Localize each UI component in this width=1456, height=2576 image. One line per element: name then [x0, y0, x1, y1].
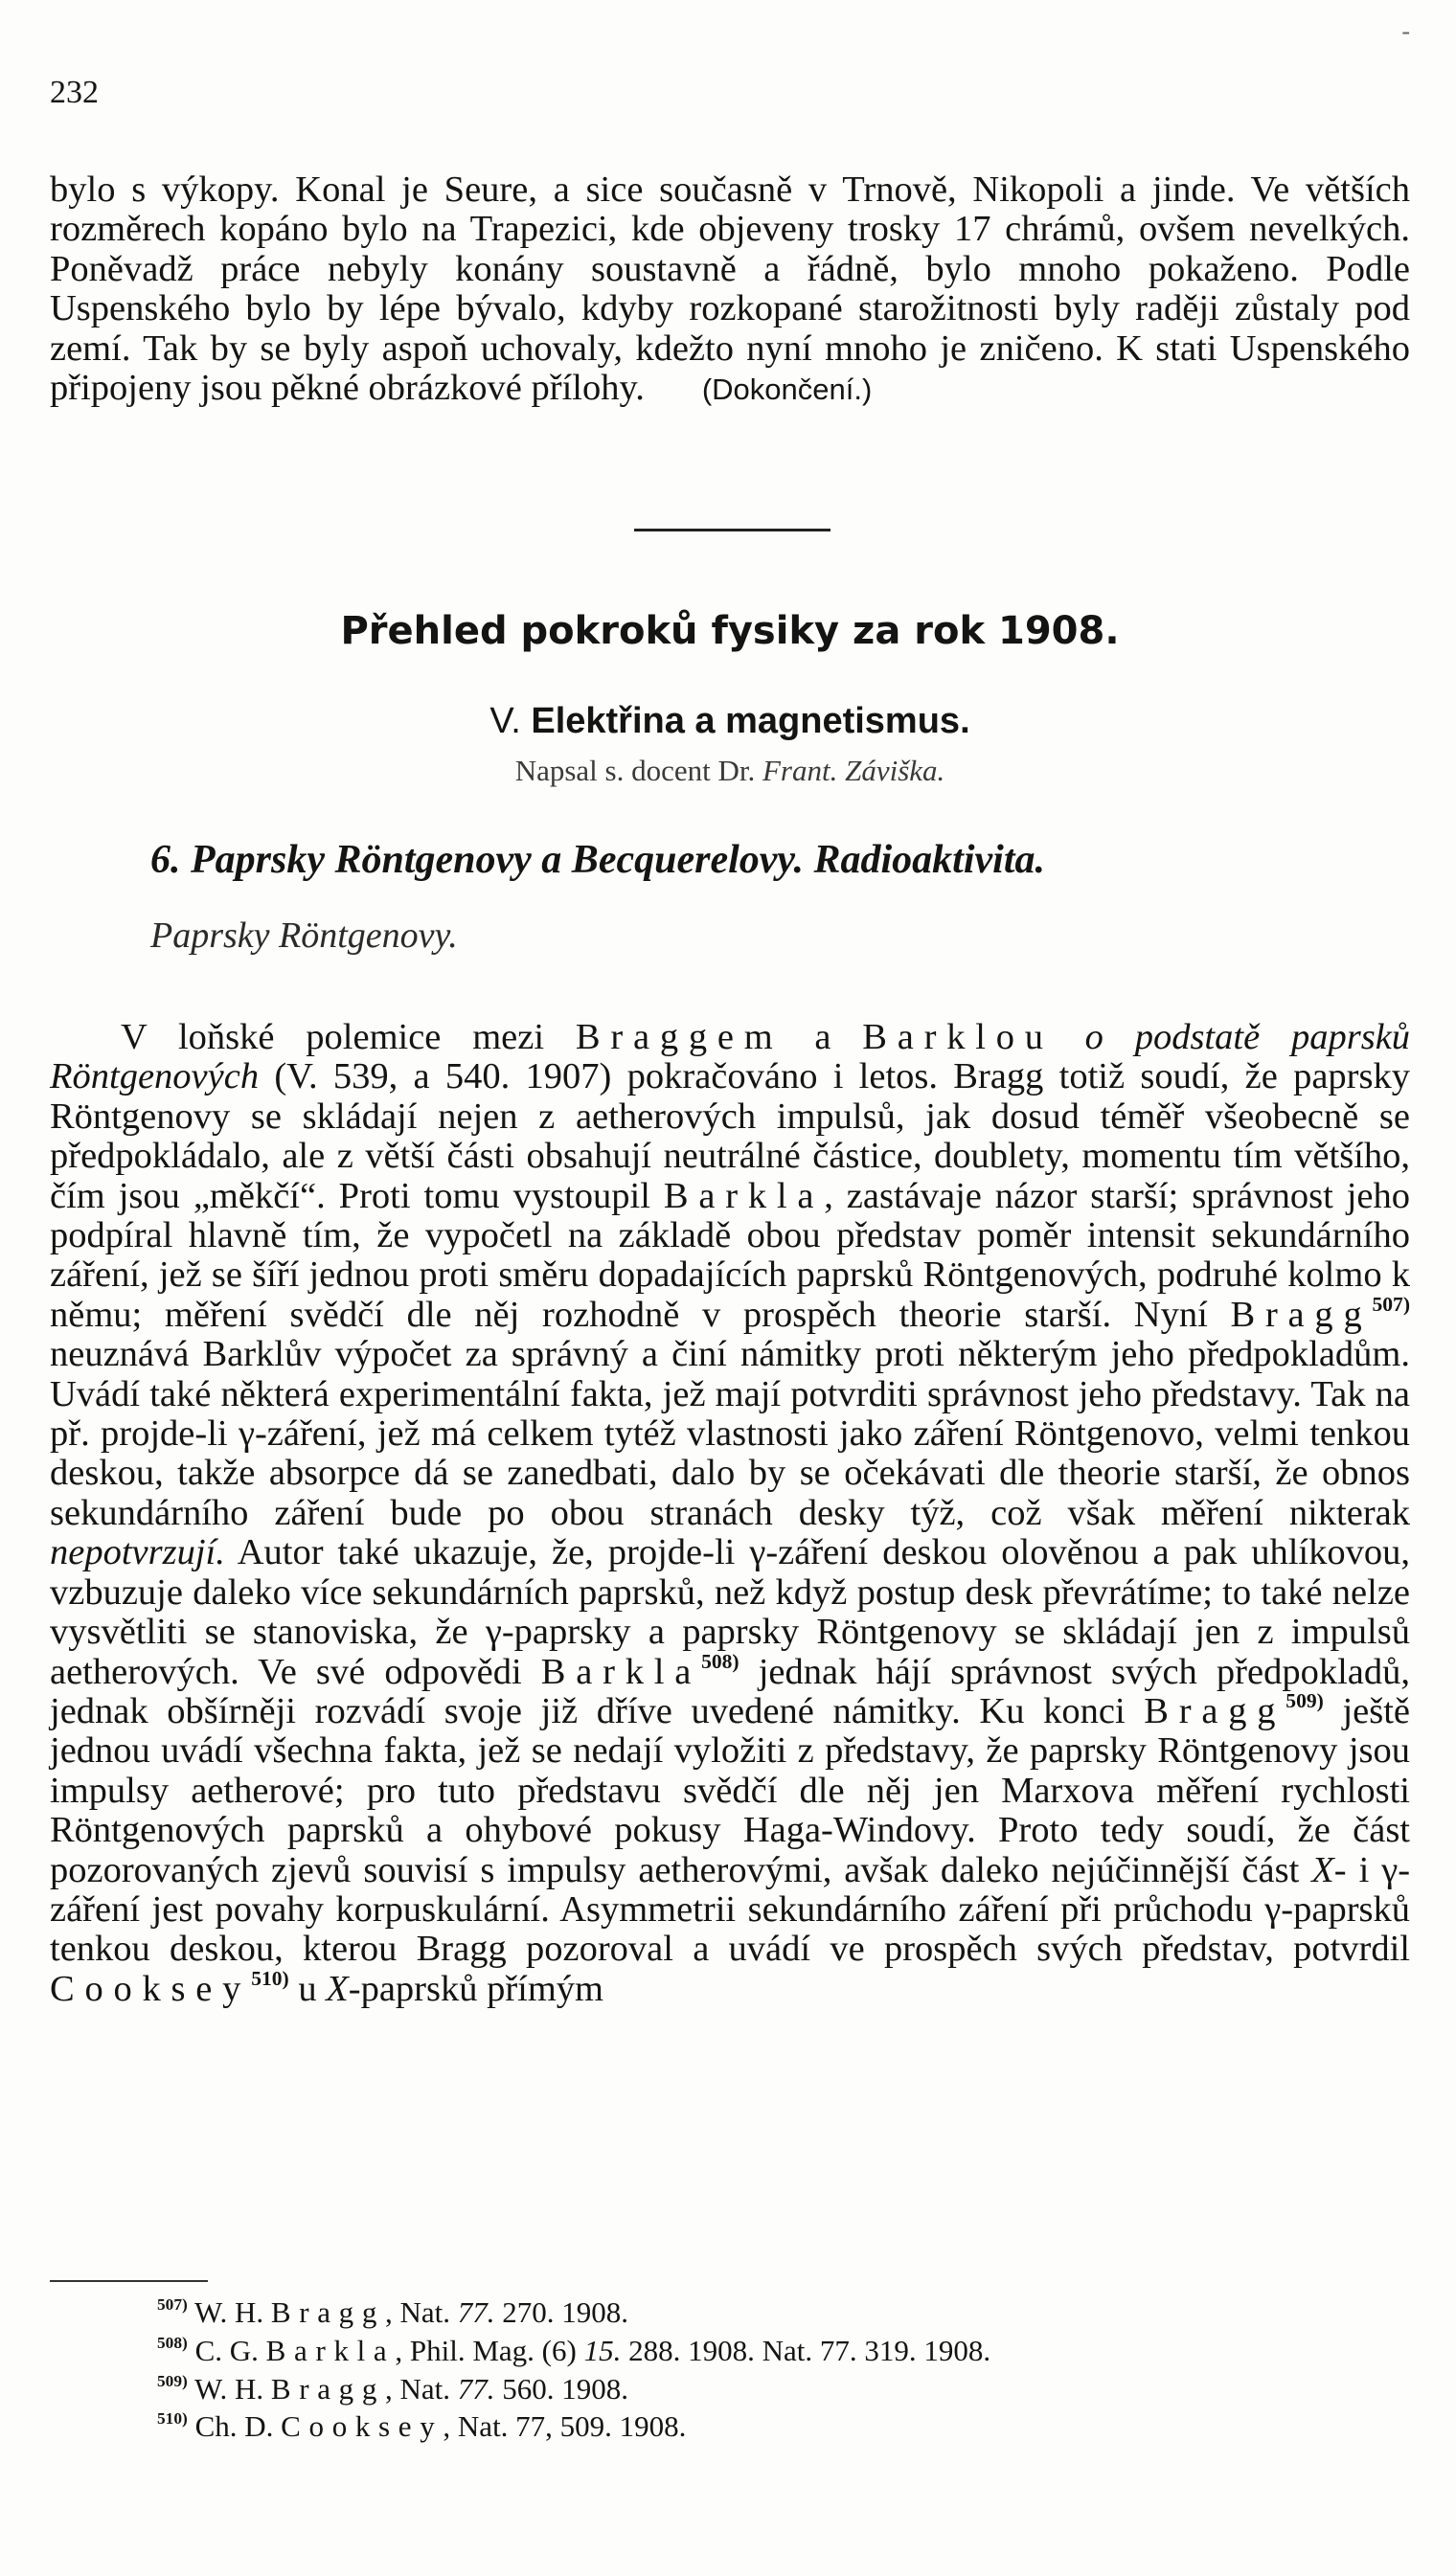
body-italic: nepotvrzují.: [50, 1532, 225, 1573]
footnote-ref[interactable]: 510): [251, 1966, 289, 1990]
page-number: 232: [50, 75, 99, 110]
body-paragraph: [50, 1018, 1410, 2009]
name-bragg: Bragg: [1230, 1294, 1373, 1335]
footnote-number: 510): [157, 2408, 188, 2428]
body-text: neuznává Barklův výpočet za správný a činí námitky proti některým jeho předpokladům. Uvádí také některá experimentální fakta, jež mají potvrditi správnost jeho představy. Tak na př. projde-li γ-záření, jež má celkem tytéž vlastnosti jako záření Röntgenovo, velmi tenkou deskou, takže absorpce dá se zanedbati, dalo by se očekávati dle theorie starší, že obnos sekundárního záření bude po obou stranách desky týž, což však měření nikterak: [50, 1334, 1410, 1533]
author-name: Frant. Záviška.: [762, 754, 945, 787]
footnote-source: , Nat.: [385, 2372, 451, 2406]
chapter-heading: 6. Paprsky Röntgenovy a Becquerelovy. Radioaktivita.: [150, 838, 1045, 882]
footnote: [157, 2409, 686, 2444]
footnote-author: W. H.: [194, 2372, 264, 2406]
section-number: V.: [489, 701, 521, 741]
footnote-name: Cooksey: [281, 2409, 444, 2443]
body-italic: o podstatě paprsků Röntgenových: [50, 1017, 1411, 1097]
section-divider: [634, 529, 830, 531]
footnote-volume: 15.: [583, 2334, 622, 2367]
name-bragg: Braggem: [575, 1017, 784, 1057]
page: [50, 0, 1410, 2576]
footnote-ref[interactable]: 507): [1372, 1292, 1410, 1316]
body-text: -paprsků přímým: [348, 1968, 603, 2009]
footnote: [157, 2334, 990, 2368]
footnote-pages: 270. 1908.: [502, 2295, 629, 2329]
footnote-name: Bragg: [270, 2372, 386, 2406]
footnote-volume: 77.: [457, 2295, 495, 2329]
name-cooksey: Cooksey: [50, 1968, 252, 2009]
footnote: [157, 2372, 628, 2407]
footnote-number: 508): [157, 2333, 188, 2352]
name-barkla: Barkla: [540, 1651, 702, 1692]
footnote-author: Ch. D.: [194, 2409, 274, 2443]
footnote-source: , Nat. 77, 509. 1908.: [443, 2409, 687, 2443]
footnote-author: C. G.: [194, 2334, 259, 2367]
body-italic: X: [326, 1968, 349, 2009]
footnote-name: Bragg: [270, 2295, 386, 2329]
footnote-rule: [50, 2280, 208, 2282]
body-text: i γ-záření jest povahy korpuskulární. Asymmetrii sekundárního záření při průchodu γ-paprsků tenkou deskou, kterou Bragg pozoroval a uvádí ve prospěch svých představ, potvrdil: [50, 1849, 1411, 1970]
corner-mark: -: [1401, 17, 1410, 45]
footnote-ref[interactable]: 508): [701, 1649, 739, 1673]
subheading: Paprsky Röntgenovy.: [150, 915, 458, 956]
name-barkla: Barklou: [862, 1017, 1054, 1057]
footnote-source: , Nat.: [385, 2295, 451, 2329]
article-title: Přehled pokroků fysiky za rok 1908.: [340, 609, 1120, 653]
continuation-paragraph: [50, 170, 1410, 409]
continuation-text: bylo s výkopy. Konal je Seure, a sice současně v Trnově, Nikopoli a jinde. Ve větších rozměrech kopáno bylo na Trapezici, kde objeveny trosky 17 chrámů, ovšem nevelkých. Poněvadž práce nebyly konány soustavně a řádně, bylo mnoho pokaženo. Podle Uspenského bylo by lépe bývalo, kdyby rozkopané starožitnosti byly raději zůstaly pod zemí. Tak by se byly aspoň uchovaly, kdežto nyní mnoho je zničeno. K stati Uspenského připojeny jsou pěkné obrázkové přílohy.: [50, 169, 1410, 409]
footnote-number: 507): [157, 2294, 188, 2314]
footnote-volume: 77.: [457, 2372, 495, 2406]
footnote-number: 509): [157, 2371, 188, 2390]
section-title: Elektřina a magnetismus.: [531, 701, 970, 741]
footnote-pages: 288. 1908. Nat. 77. 319. 1908.: [628, 2334, 991, 2367]
body-text: jednak hájí správnost svých předpokladů, jednak obšírněji rozvádí svoje již dříve uvedené námitky. Ku konci: [50, 1651, 1410, 1731]
body-text: u: [298, 1968, 317, 2009]
footnote-name: Barkla: [265, 2334, 396, 2367]
author-line: [50, 754, 1410, 788]
continuation-end: (Dokončení.): [701, 373, 873, 407]
footnote: [157, 2295, 628, 2330]
name-bragg: Bragg: [1144, 1690, 1286, 1731]
footnote-source: , Phil. Mag. (6): [395, 2334, 577, 2367]
footnote-pages: 560. 1908.: [502, 2372, 629, 2406]
body-text: Autor také ukazuje, že, projde-li γ-záření deskou olověnou a pak uhlíkovou, vzbuzuje daleko více sekundárních paprsků, než když postup desk převrátíme; to také nelze vysvětliti se stanoviska, že γ-paprsky a paprsky Röntgenovy se skládají jen z impulsů aetherových. Ve své odpovědi: [50, 1532, 1410, 1692]
body-text: (V. 539, a 540. 1907) pokračováno i letos. Bragg totiž soudí, že paprsky Röntgenovy se skládají nejen z aetherových impulsů, jak dosud téměř všeobecně se předpokládalo, ale z větší části obsahují neutrálné částice, doublety, momentu tím většího, čím jsou „měkčí“. Proti tomu vystoupil: [50, 1056, 1410, 1216]
section-heading: [50, 701, 1410, 742]
body-italic: X-: [1311, 1849, 1347, 1890]
footnote-author: W. H.: [194, 2295, 264, 2329]
body-text: a: [814, 1017, 831, 1057]
body-text: ještě jednou uvádí všechna fakta, jež se nedají vyložiti z představy, že paprsky Röntgenovy jsou impulsy aetherové; pro tuto představu svědčí dle něj jen Marxova měření rychlosti Röntgenových paprsků a ohybové pokusy Haga-Windovy. Proto tedy soudí, že část pozorovaných zjevů souvisí s impulsy aetherovými, avšak daleko nejúčinnější část: [50, 1690, 1411, 1890]
author-prefix: Napsal s. docent Dr.: [514, 754, 756, 787]
body-text: , zastávaje názor starší; správnost jeho podpíral hlavně tím, že vypočetl na základě obou představ poměr intensit sekundárního záření, jež se šíří jednou proti směru dopadajících paprsků Röntgenových, podruhé kolmo k němu; měření svědčí dle něj rozhodně v prospěch theorie starší. Nyní: [50, 1175, 1411, 1335]
name-barkla: Barkla: [663, 1175, 825, 1216]
footnote-ref[interactable]: 509): [1285, 1688, 1324, 1712]
body-text: V loňské polemice mezi: [121, 1017, 545, 1057]
